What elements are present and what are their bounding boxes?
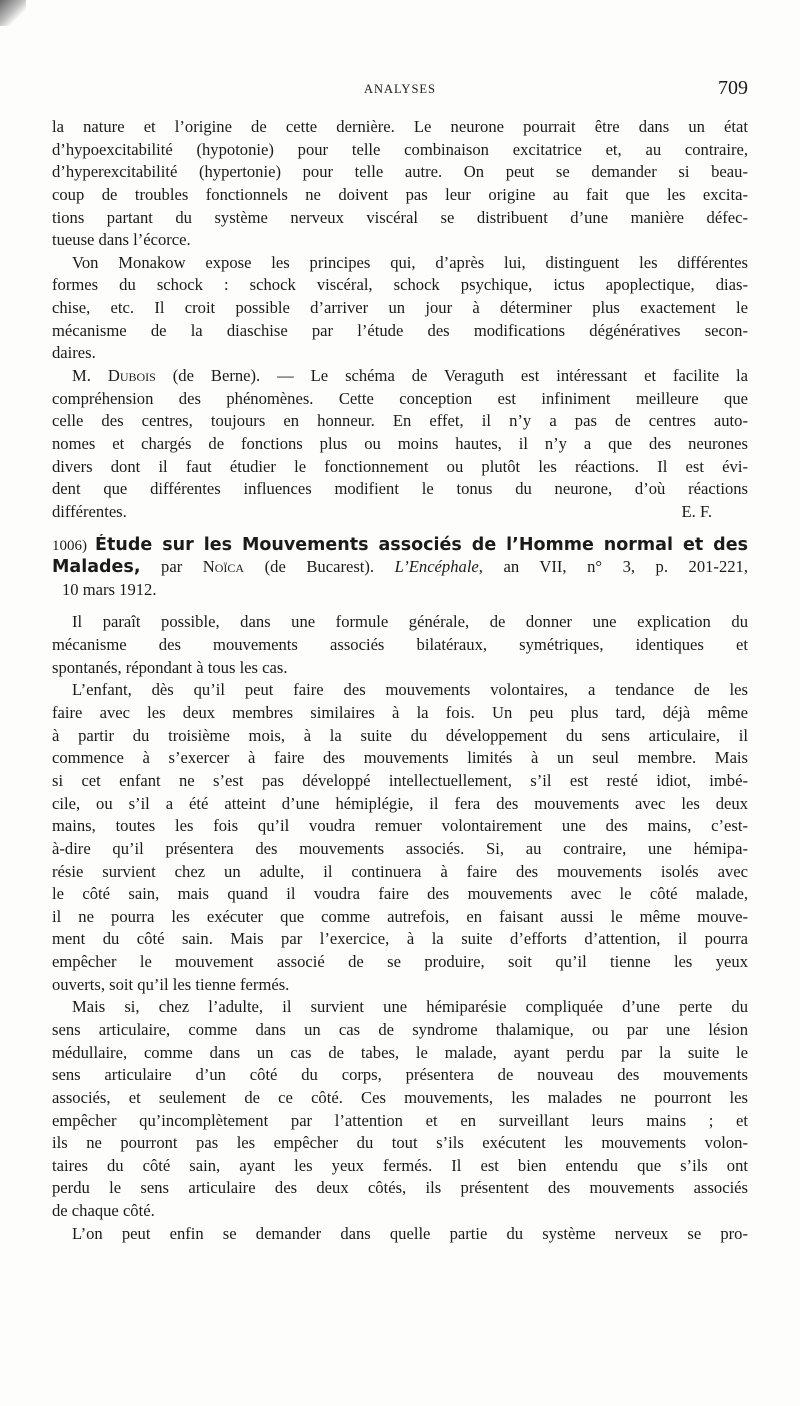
- article-date: 10 mars 1912.: [62, 579, 157, 599]
- signature: E. F.: [681, 501, 712, 521]
- line-rest: (de Berne). — Le schéma de Veraguth est intéressant et facilite la: [155, 366, 748, 386]
- article-title: Étude sur les Mouvements associés de l’Homme normal et des: [95, 534, 748, 555]
- text-line: à-dire qu’il présentera des mouvements associés. Si, au contraire, une hémipa-: [52, 838, 748, 858]
- scan-corner-mark: [0, 0, 26, 26]
- text-line: sens articulaire, comme dans un cas de syndrome thalamique, ou par une lésion: [52, 1019, 748, 1039]
- article-paragraph: [52, 679, 748, 996]
- text-line: tueuse dans l’écorce.: [52, 230, 191, 250]
- text-line: tions partant du système nerveux viscéral se distribuent d’une manière défec-: [52, 207, 748, 227]
- text-line: empêcher qu’incomplètement par l’attention et en surveillant leurs mains ; et: [52, 1110, 748, 1130]
- text-line: compréhension des phénomènes. Cette conception est infiniment meilleure que: [52, 388, 748, 408]
- heading-line: [52, 556, 748, 579]
- text-line: commence à s’exercer à faire des mouvements limités à un seul membre. Mais: [52, 748, 748, 768]
- article-paragraph: [52, 611, 748, 679]
- text-line: d’hypoexcitabilité (hypotonie) pour telle combinaison excitatrice et, au contraire,: [52, 139, 748, 159]
- article-heading: [52, 534, 748, 602]
- text-line: [52, 501, 748, 524]
- text-line: Il paraît possible, dans une formule générale, de donner une explication du: [72, 612, 748, 632]
- page-number: 709: [718, 77, 748, 99]
- text-line: médullaire, comme dans un cas de tabes, le malade, ayant perdu par la suite le: [52, 1042, 748, 1062]
- text-line: ils ne pourront pas les empêcher du tout s’ils exécutent les mouvements volon-: [52, 1133, 748, 1153]
- text-line: la nature et l’origine de cette dernière. Le neurone pourrait être dans un état: [52, 117, 748, 136]
- text-line: [52, 365, 748, 388]
- article-author: Noïca: [202, 557, 245, 577]
- speaker-name: Dubois: [107, 366, 156, 386]
- text-line: résie survient chez un adulte, il continuera à faire des mouvements isolés avec: [52, 861, 748, 881]
- article-affiliation: (de Bucarest).: [244, 557, 395, 577]
- text-line: mains, toutes les fois qu’il voudra remuer volontairement une des mains, c’est-: [52, 816, 748, 836]
- text-line: formes du schock : schock viscéral, schock psychique, ictus apoplectique, dias-: [52, 275, 748, 295]
- text-line: dent que différentes influences modifient le tonus du neurone, d’où réactions: [52, 479, 748, 499]
- text-line: celle des centres, toujours en honneur. En effet, il n’y a pas de centres auto-: [52, 411, 748, 431]
- text-line: divers dont il faut étudier le fonctionnement ou plutôt les réactions. Il est évi-: [52, 456, 748, 476]
- page-body: [52, 116, 748, 1245]
- text-line: mécanisme de la diaschise par l’étude des modifications dégénératives secon-: [52, 320, 748, 340]
- speaker-prefix: M.: [72, 366, 108, 386]
- text-line: empêcher le mouvement associé de se produire, soit qu’il tienne les yeux: [52, 952, 748, 972]
- last-line-text: différentes.: [52, 501, 127, 521]
- text-line: perdu le sens articulaire des deux côtés, ils présentent des mouvements associés: [52, 1178, 748, 1198]
- text-line: de chaque côté.: [52, 1201, 155, 1221]
- text-line: Von Monakow expose les principes qui, d’après lui, distinguent les différentes: [72, 252, 748, 272]
- text-line: sens articulaire d’un côté du corps, présentera de nouveau des mouvements: [52, 1065, 748, 1085]
- text-line: faire avec les deux membres similaires à la fois. Un peu plus tard, déjà même: [52, 703, 748, 723]
- text-line: ment du côté sain. Mais par l’exercice, à la suite d’efforts d’attention, il pourra: [52, 929, 748, 949]
- article-paragraph: [52, 1223, 748, 1246]
- article-paragraph: [52, 996, 748, 1222]
- article-details: , an VII, n° 3, p. 201-221,: [478, 557, 748, 577]
- text-line: il ne pourra les exécuter que comme autrefois, en faisant aussi le même mouve-: [52, 906, 748, 926]
- text-line: daires.: [52, 343, 96, 363]
- text-line: coup de troubles fonctionnels ne doivent pas leur origine au fait que les excita-: [52, 184, 748, 204]
- text-line: mécanisme des mouvements associés bilatéraux, symétriques, identiques et: [52, 635, 748, 655]
- article-title-continued: Malades,: [52, 557, 141, 578]
- text-line: taires du côté sain, ayant les yeux fermés. Il est bien entendu que s’ils ont: [52, 1155, 748, 1175]
- running-title: ANALYSES: [363, 82, 437, 96]
- journal-name: L’Encéphale: [394, 557, 479, 577]
- text-line: nomes et chargés de fonctions plus ou moins hautes, il n’y a que des neurones: [52, 433, 748, 453]
- text-line: chise, etc. Il croit possible d’arriver un jour à déterminer plus exactement le: [52, 298, 748, 318]
- text-line: cile, ou s’il a été atteint d’une hémiplégie, il fera des mouvements avec les deux: [52, 793, 748, 813]
- text-line: L’on peut enfin se demander dans quelle partie du système nerveux se pro-: [72, 1223, 748, 1243]
- text-line: ouverts, soit qu’il les tienne fermés.: [52, 974, 290, 994]
- article-number: 1006): [52, 537, 87, 554]
- article-by: par: [140, 557, 203, 577]
- running-head: [52, 77, 748, 102]
- text-line: spontanés, répondant à tous les cas.: [52, 657, 288, 677]
- text-line: si cet enfant ne s’est pas développé intellectuellement, s’il est resté idiot, imbé-: [52, 770, 748, 790]
- text-line: Mais si, chez l’adulte, il survient une hémiparésie compliquée d’une perte du: [72, 997, 748, 1017]
- text-line: à partir du troisième mois, à la suite du développement du sens articulaire, il: [52, 725, 748, 745]
- text-line: associés, et seulement de ce côté. Ces mouvements, les malades ne pourront les: [52, 1087, 748, 1107]
- text-line: le côté sain, mais quand il voudra faire des mouvements avec le côté malade,: [52, 884, 748, 904]
- paragraph-continuation: [52, 116, 748, 252]
- text-line: L’enfant, dès qu’il peut faire des mouvements volontaires, a tendance de les: [72, 680, 748, 700]
- heading-line: [52, 534, 748, 557]
- text-line: d’hyperexcitabilité (hypertonie) pour telle autre. On peut se demander si beau-: [52, 162, 748, 182]
- paragraph-dubois: [52, 365, 748, 523]
- paragraph-von-monakow: [52, 252, 748, 365]
